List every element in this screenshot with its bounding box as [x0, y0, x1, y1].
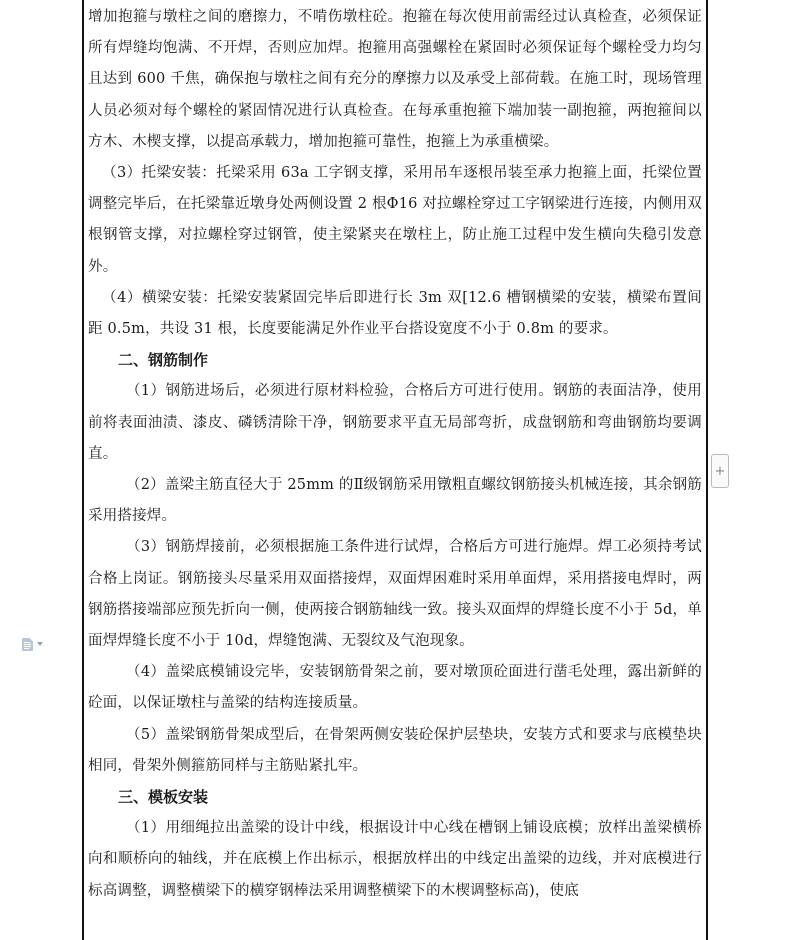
paragraph-rebar-welding: （3）钢筋焊接前，必须根据施工条件进行试焊，合格后方可进行施焊。焊工必须持考试合格上岗证。钢筋接头尽量采用双面搭接焊，双面焊困难时采用单面焊，采用搭接电焊时，两钢筋搭接端部应预先折向一侧，使两接合钢筋轴线一致。接头双面焊的焊缝长度不小于 5d，单面焊焊缝长度不小于 10d，焊缝饱满、无裂纹及气泡现象。	[88, 539, 702, 650]
chevron-down-icon	[37, 642, 43, 646]
add-button[interactable]	[711, 454, 729, 488]
paragraph-hoop-friction: 增加抱箍与墩柱之间的磨擦力，不啃伤墩柱砼。抱箍在每次使用前需经过认真检查，必须保证所有焊缝均饱满、不开焊，否则应加焊。抱箍用高强螺栓在紧固时必须保证每个螺栓受力均匀且达到 600 千焦，确保抱与墩柱之间有充分的摩擦力以及承受上部荷载。在施工时，现场管理人员必须对每个螺栓的紧固情况进行认真检查。在每承重抱箍下端加装一副抱箍，两抱箍间以方木、木楔支撑，以提高承载力，增加抱箍可靠性，抱箍上为承重横梁。	[88, 9, 702, 150]
document-menu-button[interactable]	[22, 636, 52, 652]
paragraph-formwork-layout: （1）用细绳拉出盖梁的设计中线，根据设计中心线在槽钢上铺设底模；放样出盖梁横桥向和顺桥向的轴线，并在底模上作出标示，根据放样出的中线定出盖梁的边线，并对底模进行标高调整，调整横梁下的横穿钢棒法采用调整横梁下的木楔调整标高)，使底	[88, 820, 702, 899]
paragraph-cover-blocks: （5）盖梁钢筋骨架成型后，在骨架两侧安装砼保护层垫块，安装方式和要求与底模垫块相同，骨架外侧箍筋同样与主筋贴紧扎牢。	[88, 726, 702, 774]
paragraph-rebar-inspection: （1）钢筋进场后，必须进行原材料检验，合格后方可进行使用。钢筋的表面洁净，使用前将表面油渍、漆皮、磷锈清除干净，钢筋要求平直无局部弯折，成盘钢筋和弯曲钢筋均要调直。	[88, 383, 702, 462]
section-heading-formwork: 三、模板安装	[118, 788, 209, 807]
paragraph-chiseling: （4）盖梁底模铺设完毕，安装钢筋骨架之前，要对墩顶砼面进行凿毛处理，露出新鲜的砼面，以保证墩柱与盖梁的结构连接质量。	[88, 664, 702, 712]
paragraph-rebar-connection: （2）盖梁主筋直径大于 25mm 的Ⅱ级钢筋采用镦粗直螺纹钢筋接头机械连接，其余钢筋采用搭接焊。	[88, 477, 702, 525]
document-body	[88, 2, 702, 907]
plus-icon: +	[714, 463, 726, 479]
section-heading-rebar: 二、钢筋制作	[118, 351, 209, 370]
paragraph-support-beam: （3）托梁安装：托梁采用 63a 工字钢支撑，采用吊车逐根吊装至承力抱箍上面，托梁位置调整完毕后，在托梁靠近墩身处两侧设置 2 根Φ16 对拉螺栓穿过工字钢梁进行连接，内侧用双根钢管支撑，对拉螺栓穿过钢管，使主梁紧夹在墩柱上，防止施工过程中发生横向失稳引发意外。	[88, 165, 702, 275]
document-icon	[22, 638, 33, 651]
paragraph-cross-beam: （4）横梁安装：托梁安装紧固完毕后即进行长 3m 双[12.6 槽钢横梁的安装，横梁布置间距 0.5m，共设 31 根，长度要能满足外作业平台搭设宽度不小于 0.8m 的要求。	[88, 289, 702, 338]
